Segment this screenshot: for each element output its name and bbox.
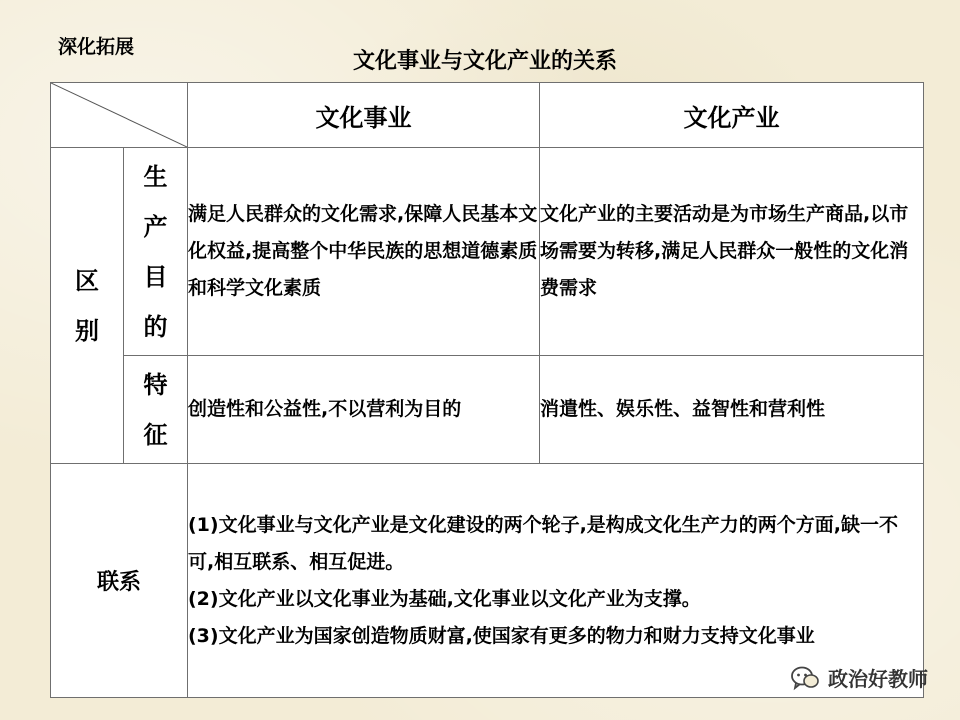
wechat-icon — [790, 665, 820, 691]
header-cultural-industry: 文化产业 — [540, 83, 924, 148]
cell-purpose-public: 满足人民群众的文化需求,保障人民基本文化权益,提高整个中华民族的思想道德素质和科学文化素质 — [188, 148, 540, 356]
relation-table — [50, 82, 924, 698]
header-cultural-undertaking: 文化事业 — [188, 83, 540, 148]
cell-purpose-industry: 文化产业的主要活动是为市场生产商品,以市场需要为转移,满足人民群众一般性的文化消费需求 — [540, 148, 924, 356]
watermark-text: 政治好教师 — [828, 667, 928, 691]
watermark — [790, 663, 928, 692]
row-label-purpose: 生 产 目 的 — [124, 148, 188, 356]
row-label-connection: 联系 — [51, 464, 188, 698]
connection-item: (3)文化产业为国家创造物质财富,使国家有更多的物力和财力支持文化事业 — [188, 624, 815, 647]
cell-feature-industry: 消遣性、娱乐性、益智性和营利性 — [540, 356, 924, 464]
cell-feature-public: 创造性和公益性,不以营利为目的 — [188, 356, 540, 464]
page-title: 文化事业与文化产业的关系 — [352, 49, 617, 74]
connection-item: (1)文化事业与文化产业是文化建设的两个轮子,是构成文化生产力的两个方面,缺一不可,相互联系、相互促进。 — [188, 513, 899, 573]
diagonal-line — [51, 83, 187, 147]
row-label-feature: 特 征 — [124, 356, 188, 464]
connection-item: (2)文化产业以文化事业为基础,文化事业以文化产业为支撑。 — [188, 587, 701, 610]
section-tag: 深化拓展 — [58, 36, 135, 58]
diagonal-header-cell — [51, 83, 188, 148]
row-label-difference: 区 别 — [51, 148, 124, 464]
